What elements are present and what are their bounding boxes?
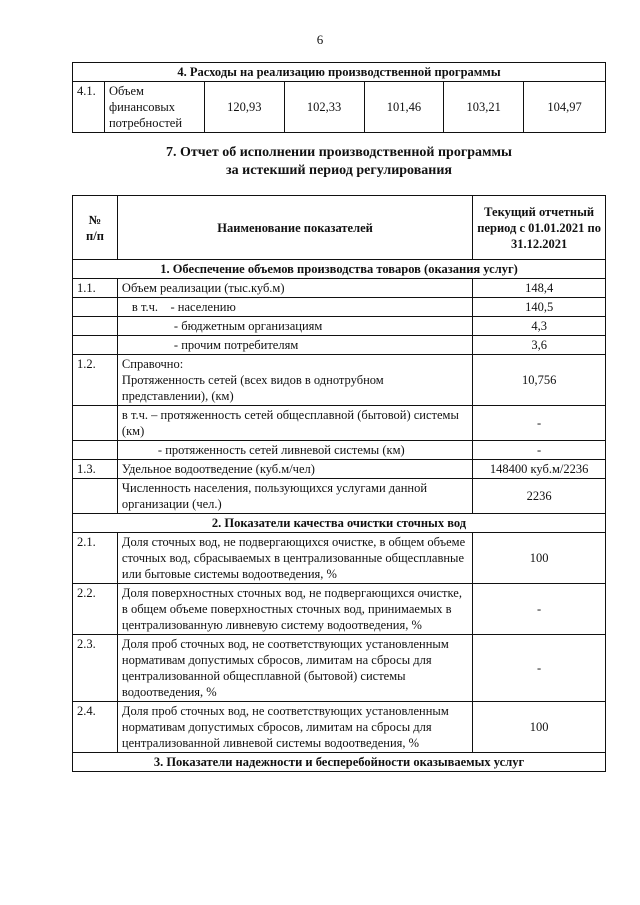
report-table (72, 195, 606, 772)
value-cell: 103,21 (444, 82, 524, 133)
row-label: Доля проб сточных вод, не соответствующих установленным нормативам допустимых сбросов, лимитам на сбросы для централизованной общесплавной (бытовой) системы водоотведения, % (117, 635, 472, 702)
row-value: - (473, 635, 606, 702)
table-row (73, 336, 606, 355)
row-number: 2.2. (73, 584, 118, 635)
row-number: 2.3. (73, 635, 118, 702)
value-cell: 102,33 (284, 82, 364, 133)
row-number: 2.4. (73, 702, 118, 753)
value-cell: 120,93 (204, 82, 284, 133)
table-row (73, 479, 606, 514)
row-label: Численность населения, пользующихся услугами данной организации (чел.) (117, 479, 472, 514)
table-row (73, 355, 606, 406)
table-row (73, 406, 606, 441)
table-row (73, 82, 606, 133)
table-row (73, 702, 606, 753)
group-title: 2. Показатели качества очистки сточных вод (73, 514, 606, 533)
row-number: 4.1. (73, 82, 105, 133)
row-value: 10,756 (473, 355, 606, 406)
row-value: 2236 (473, 479, 606, 514)
header-name: Наименование показателей (117, 196, 472, 260)
header-row (73, 196, 606, 260)
page-number: 6 (316, 32, 324, 47)
table-row (73, 533, 606, 584)
row-label: - бюджетным организациям (117, 317, 472, 336)
row-number: 1.2. (73, 355, 118, 406)
row-value: 140,5 (473, 298, 606, 317)
row-label: Доля проб сточных вод, не соответствующих установленным нормативам допустимых сбросов, лимитам на сбросы для централизованной ливневой системы водоотведения, % (117, 702, 472, 753)
row-label: Доля поверхностных сточных вод, не подвергающихся очистке, в общем объеме поверхностных сточных вод, принимаемых в централизованную ливневую систему водоотведения, % (117, 584, 472, 635)
header-num: № п/п (73, 196, 118, 260)
row-label: Объем реализации (тыс.куб.м) (117, 279, 472, 298)
row-label: в т.ч. – протяженность сетей общесплавной (бытовой) системы (км) (117, 406, 472, 441)
row-number: 2.1. (73, 533, 118, 584)
row-value: - (473, 441, 606, 460)
row-number: 1.3. (73, 460, 118, 479)
row-label: - протяженность сетей ливневой системы (км) (117, 441, 472, 460)
row-label: - прочим потребителям (117, 336, 472, 355)
row-value: - (473, 584, 606, 635)
value-cell: 104,97 (524, 82, 606, 133)
table-row (73, 279, 606, 298)
table-row (73, 460, 606, 479)
row-value: 4,3 (473, 317, 606, 336)
section7-title (72, 144, 606, 180)
group-title: 1. Обеспечение объемов производства товаров (оказания услуг) (73, 260, 606, 279)
row-value: 3,6 (473, 336, 606, 355)
group-title: 3. Показатели надежности и бесперебойности оказываемых услуг (73, 753, 606, 772)
row-label: в т.ч. - населению (117, 298, 472, 317)
table-row (73, 317, 606, 336)
row-value: - (473, 406, 606, 441)
row-value: 148,4 (473, 279, 606, 298)
row-value: 148400 куб.м/2236 (473, 460, 606, 479)
row-label: Справочно: Протяженность сетей (всех видов в однотрубном представлении), (км) (117, 355, 472, 406)
table-row (73, 298, 606, 317)
row-value: 100 (473, 533, 606, 584)
section7-title-line2: за истекший период регулирования (226, 163, 452, 178)
expenses-table (72, 62, 606, 133)
row-value: 100 (473, 702, 606, 753)
section7-title-line1: 7. Отчет об исполнении производственной программы (165, 145, 512, 160)
table-row (73, 584, 606, 635)
row-label: Удельное водоотведение (куб.м/чел) (117, 460, 472, 479)
table-row (73, 635, 606, 702)
row-label: Объем финансовых потребностей (104, 82, 204, 133)
value-cell: 101,46 (364, 82, 444, 133)
row-label: Доля сточных вод, не подвергающихся очистке, в общем объеме сточных вод, сбрасываемых в централизованные общесплавные или бытовые системы водоотведения, % (117, 533, 472, 584)
row-number: 1.1. (73, 279, 118, 298)
header-period: Текущий отчетный период с 01.01.2021 по 31.12.2021 (473, 196, 606, 260)
section4-heading: 4. Расходы на реализацию производственной программы (73, 63, 606, 82)
table-row (73, 441, 606, 460)
